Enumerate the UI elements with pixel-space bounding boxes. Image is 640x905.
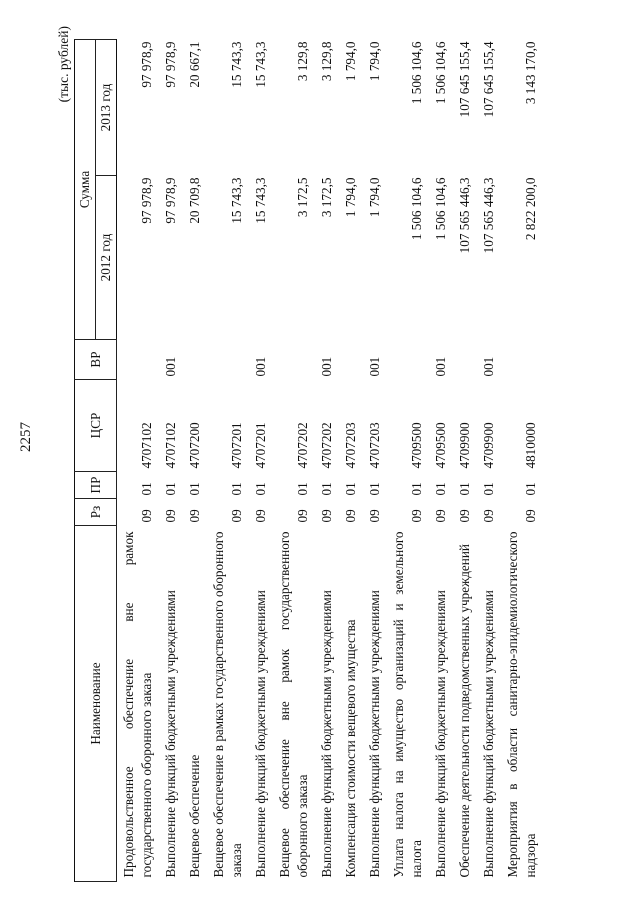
row-sum-2012: 1 506 104,6 (409, 177, 424, 241)
row-sum-2013: 3 129,8 (295, 41, 310, 82)
row-sum-2013: 15 743,3 (253, 41, 268, 88)
table-row (429, 40, 453, 882)
row-pr: 01 (319, 482, 334, 496)
header-pr: ПР (75, 472, 117, 499)
row-name: Вещевое обеспечение (187, 754, 202, 878)
table-row (117, 40, 160, 882)
row-csr: 4707202 (319, 422, 334, 469)
row-sum-2013: 107 645 155,4 (481, 41, 496, 118)
row-pr: 01 (481, 482, 496, 496)
page-number: 2257 (18, 422, 34, 452)
row-vr (453, 340, 477, 380)
units-note: (тыс. рублей) (56, 26, 71, 103)
table-row (477, 40, 501, 882)
row-name: Выполнение функций бюджетными учреждениями (481, 590, 496, 878)
row-vr (117, 340, 160, 380)
table-row (339, 40, 363, 882)
row-sum-2012: 3 172,5 (295, 177, 310, 218)
row-vr: 001 (367, 356, 382, 377)
row-vr: 001 (319, 356, 334, 377)
row-name: Продовольственное обеспечение вне рамок государственного оборонного заказа (121, 531, 154, 878)
row-pr: 01 (253, 482, 268, 496)
row-rz: 09 (343, 509, 358, 523)
table-row (159, 40, 183, 882)
row-csr: 4707201 (253, 422, 268, 469)
row-name: Вещевое обеспечение в рамках государственного оборонного заказа (211, 531, 244, 878)
row-sum-2012: 1 794,0 (367, 177, 382, 218)
row-pr: 01 (523, 482, 538, 496)
header-rz: Рз (75, 499, 117, 526)
row-sum-2013: 20 667,1 (187, 41, 202, 88)
row-vr (183, 340, 207, 380)
row-sum-2013: 97 978,9 (163, 41, 178, 88)
row-csr: 4709500 (409, 422, 424, 469)
row-rz: 09 (163, 509, 178, 523)
row-rz: 09 (295, 509, 310, 523)
row-sum-2012: 2 822 200,0 (523, 177, 538, 241)
row-sum-2012: 15 743,3 (229, 177, 244, 224)
row-rz: 09 (187, 509, 202, 523)
row-csr: 4707203 (343, 422, 358, 469)
row-name: Выполнение функций бюджетными учреждениями (253, 590, 268, 878)
row-sum-2012: 97 978,9 (163, 177, 178, 224)
row-name: Выполнение функций бюджетными учреждениями (367, 590, 382, 878)
table-row (363, 40, 387, 882)
row-csr: 4707202 (295, 422, 310, 469)
row-name: Мероприятия в области санитарно-эпидемиологического надзора (505, 531, 538, 878)
row-name: Обеспечение деятельности подведомственных учреждений (457, 544, 472, 878)
row-sum-2013: 1 794,0 (343, 41, 358, 82)
row-name: Вещевое обеспечение вне рамок государственного оборонного заказа (277, 531, 310, 878)
row-name: Уплата налога на имущество организаций и земельного налога (391, 531, 424, 878)
row-sum-2013: 3 143 170,0 (523, 41, 538, 105)
row-sum-2012: 107 565 446,3 (457, 177, 472, 254)
row-rz: 09 (367, 509, 382, 523)
row-sum-2012: 20 709,8 (187, 177, 202, 224)
row-vr: 001 (481, 356, 496, 377)
table-row (273, 40, 315, 882)
table-header (75, 40, 117, 882)
row-vr: 001 (253, 356, 268, 377)
row-pr: 01 (187, 482, 202, 496)
row-pr: 01 (409, 482, 424, 496)
row-sum-2013: 1 506 104,6 (433, 41, 448, 105)
row-sum-2012: 1 506 104,6 (433, 177, 448, 241)
row-pr: 01 (229, 482, 244, 496)
row-sum-2012: 3 172,5 (319, 177, 334, 218)
row-csr: 4709900 (481, 422, 496, 469)
row-rz: 09 (523, 509, 538, 523)
row-rz: 09 (481, 509, 496, 523)
row-pr: 01 (433, 482, 448, 496)
row-vr: 001 (163, 356, 178, 377)
table-row (249, 40, 273, 882)
table-row (183, 40, 207, 882)
row-name: Компенсация стоимости вещевого имущества (343, 619, 358, 878)
row-csr: 4707102 (139, 422, 154, 469)
row-sum-2013: 1 506 104,6 (409, 41, 424, 105)
row-rz: 09 (253, 509, 268, 523)
row-rz: 09 (229, 509, 244, 523)
row-rz: 09 (457, 509, 472, 523)
row-sum-2012: 1 794,0 (343, 177, 358, 218)
table-row (453, 40, 477, 882)
table-row (387, 40, 429, 882)
header-csr: ЦСР (75, 380, 117, 472)
budget-table (74, 39, 543, 882)
row-sum-2013: 15 743,3 (229, 41, 244, 88)
row-pr: 01 (163, 482, 178, 496)
row-csr: 4709900 (457, 422, 472, 469)
row-sum-2012: 97 978,9 (139, 177, 154, 224)
row-vr (501, 340, 543, 380)
row-rz: 09 (433, 509, 448, 523)
row-pr: 01 (343, 482, 358, 496)
row-vr (273, 340, 315, 380)
table-row (315, 40, 339, 882)
row-name: Выполнение функций бюджетными учреждениями (433, 590, 448, 878)
row-vr (387, 340, 429, 380)
row-sum-2013: 1 794,0 (367, 41, 382, 82)
row-csr: 4707102 (163, 422, 178, 469)
row-name: Выполнение функций бюджетными учреждениями (319, 590, 334, 878)
row-sum-2012: 15 743,3 (253, 177, 268, 224)
row-csr: 4707201 (229, 422, 244, 469)
header-year-2013: 2013 год (96, 40, 117, 176)
row-sum-2012: 107 565 446,3 (481, 177, 496, 254)
header-name: Наименование (75, 526, 117, 882)
row-vr (207, 340, 249, 380)
row-pr: 01 (139, 482, 154, 496)
table-row (501, 40, 543, 882)
row-rz: 09 (409, 509, 424, 523)
row-rz: 09 (319, 509, 334, 523)
row-vr (339, 340, 363, 380)
row-pr: 01 (295, 482, 310, 496)
row-sum-2013: 97 978,9 (139, 41, 154, 88)
row-csr: 4707200 (187, 422, 202, 469)
row-sum-2013: 3 129,8 (319, 41, 334, 82)
header-sum: Сумма (75, 40, 96, 340)
row-pr: 01 (457, 482, 472, 496)
row-vr: 001 (433, 356, 448, 377)
row-csr: 4810000 (523, 422, 538, 469)
row-rz: 09 (139, 509, 154, 523)
row-pr: 01 (367, 482, 382, 496)
table-row (207, 40, 249, 882)
table-body (117, 40, 544, 882)
row-name: Выполнение функций бюджетными учреждениями (163, 590, 178, 878)
header-vr: ВР (75, 340, 117, 380)
row-csr: 4709500 (433, 422, 448, 469)
row-csr: 4707203 (367, 422, 382, 469)
row-sum-2013: 107 645 155,4 (457, 41, 472, 118)
header-year-2012: 2012 год (96, 176, 117, 340)
